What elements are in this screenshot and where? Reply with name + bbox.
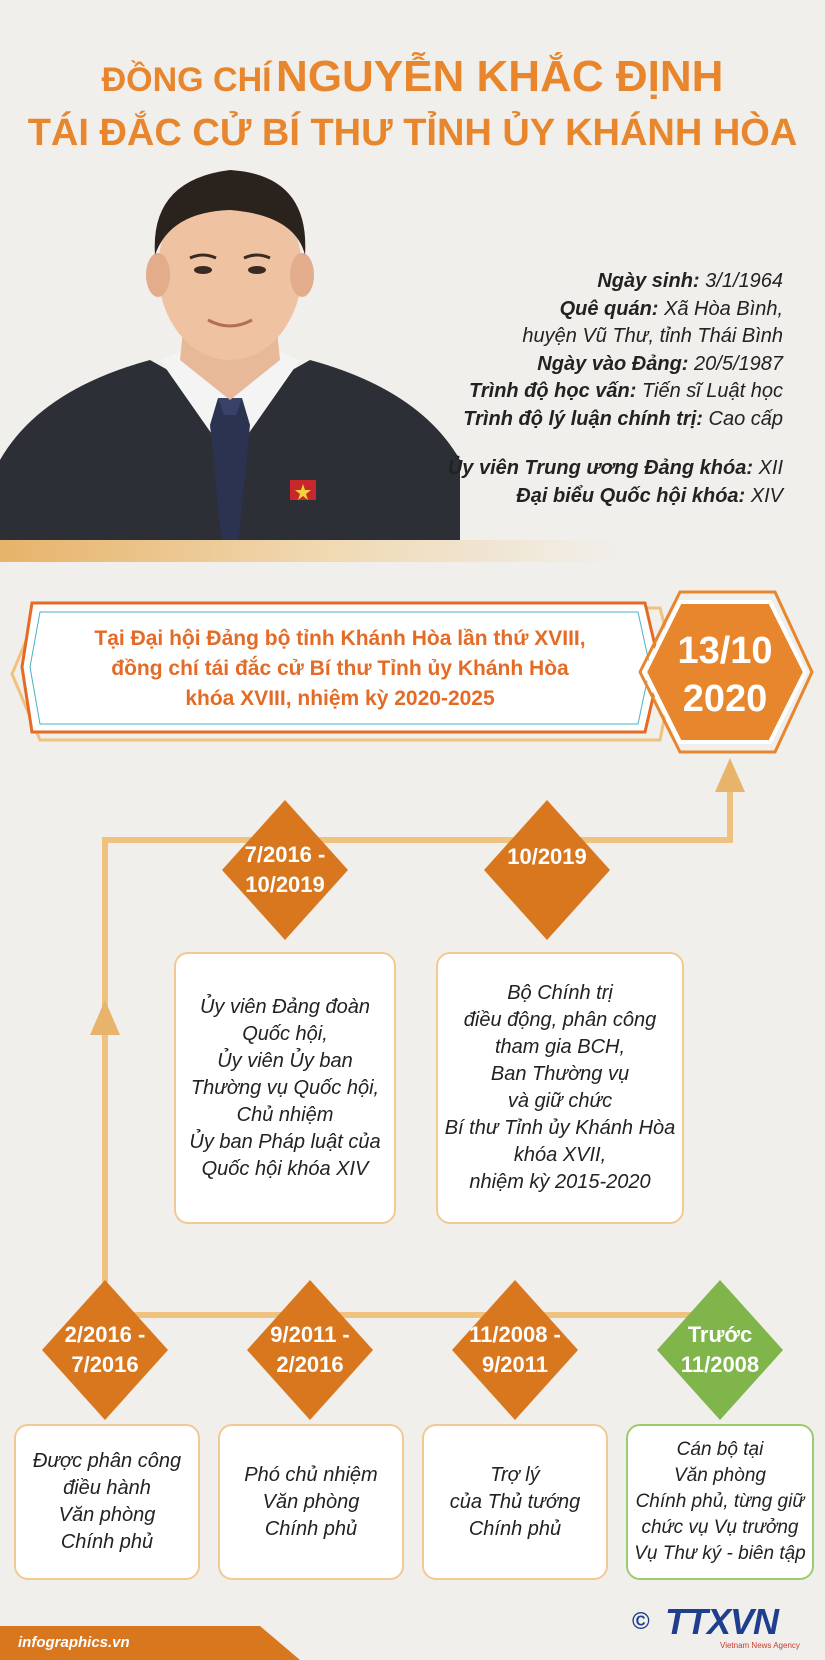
bottom-period-4: Trước 11/2008 xyxy=(680,1322,760,1377)
banner-line-1: Tại Đại hội Đảng bộ tỉnh Khánh Hòa lần thứ XVIII, xyxy=(94,627,586,650)
banner-text xyxy=(50,624,630,714)
bio-education: Trình độ học vấn: Tiến sĩ Luật học xyxy=(469,380,783,402)
bio-party-join: Ngày vào Đảng: 20/5/1987 xyxy=(537,352,783,375)
bottom-period-1: 2/2016 - 7/2016 xyxy=(64,1322,146,1377)
bio-hometown-2: huyện Vũ Thư, tỉnh Thái Bình xyxy=(522,325,783,347)
ttxvn-logo-subtitle: Vietnam News Agency xyxy=(720,1641,800,1650)
date-line-1: 13/10 xyxy=(677,630,773,672)
title-prefix: ĐỒNG CHÍ xyxy=(101,61,272,99)
top-period-1: 7/2016 - 10/2019 xyxy=(244,842,326,897)
date-line-2: 2020 xyxy=(682,678,768,720)
bottom-period-2: 9/2011 - 2/2016 xyxy=(270,1322,350,1377)
bottom-box-2: Phó chủ nhiệm Văn phòng Chính phủ xyxy=(218,1424,404,1580)
top-period-2: 10/2019 xyxy=(507,844,587,869)
title-name: NGUYỄN KHẮC ĐỊNH xyxy=(276,52,724,101)
title-line-2: TÁI ĐẮC CỬ BÍ THƯ TỈNH ỦY KHÁNH HÒA xyxy=(27,112,798,154)
bio-birth: Ngày sinh: 3/1/1964 xyxy=(597,270,783,292)
top-box-1: Ủy viên Đảng đoàn Quốc hội, Ủy viên Ủy ban Thường vụ Quốc hội, Chủ nhiệm Ủy ban Pháp luật của Quốc hội khóa XIV xyxy=(174,952,396,1224)
bottom-box-1: Được phân công điều hành Văn phòng Chính phủ xyxy=(14,1424,200,1580)
top-box-2: Bộ Chính trị điều động, phân công tham gia BCH, Ban Thường vụ và giữ chức Bí thư Tỉnh ủy Khánh Hòa khóa XVII, nhiệm kỳ 2015-2020 xyxy=(436,952,684,1224)
copyright-icon: © xyxy=(632,1608,650,1635)
bio-political: Trình độ lý luận chính trị: Cao cấp xyxy=(463,407,783,430)
bottom-box-3: Trợ lý của Thủ tướng Chính phủ xyxy=(422,1424,608,1580)
bio-national-assembly: Đại biểu Quốc hội khóa: XIV xyxy=(516,484,783,507)
bio-hometown: Quê quán: Xã Hòa Bình, xyxy=(559,297,783,320)
bottom-box-4: Cán bộ tại Văn phòng Chính phủ, từng giữ chức vụ Vụ trưởng Vụ Thư ký - biên tập xyxy=(626,1424,814,1580)
footer-site-link[interactable]: infographics.vn xyxy=(18,1634,130,1651)
banner-line-3: khóa XVIII, nhiệm kỳ 2020-2025 xyxy=(185,687,495,710)
banner-line-2: đồng chí tái đắc cử Bí thư Tỉnh ủy Khánh Hòa xyxy=(111,657,569,680)
bio-central-committee: Ủy viên Trung ương Đảng khóa: XII xyxy=(447,457,783,479)
bottom-period-3: 11/2008 - 9/2011 xyxy=(469,1322,561,1377)
ttxvn-logo: TTXVN xyxy=(665,1601,779,1642)
date-badge xyxy=(650,610,800,740)
